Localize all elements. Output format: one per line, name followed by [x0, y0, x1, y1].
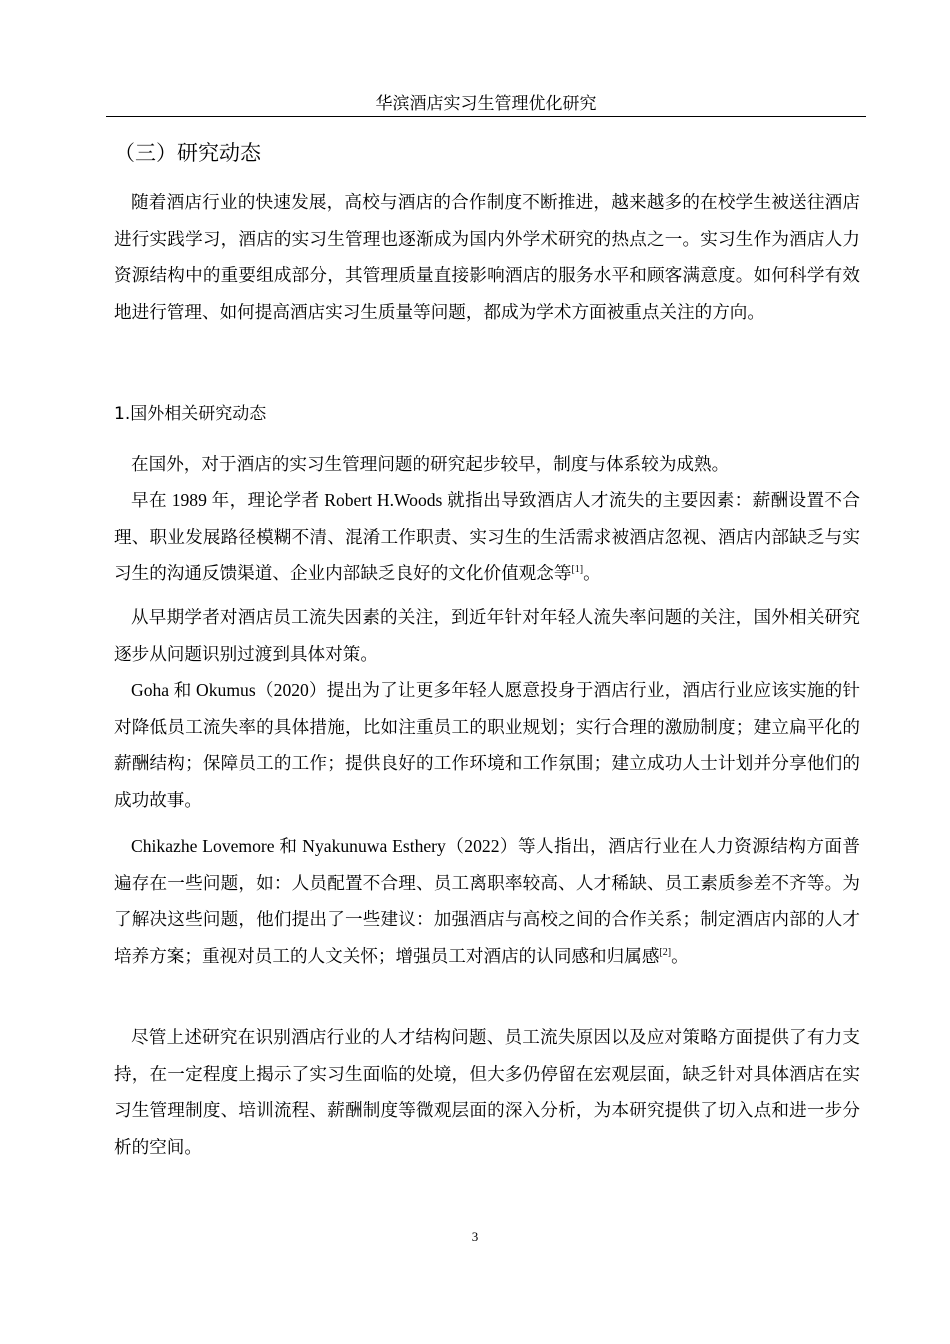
section-title: （三）研究动态: [114, 141, 261, 165]
page-number: 3: [471, 1229, 479, 1244]
paragraph-goha-okumus: Goha 和 Okumus（2020）提出为了让更多年轻人愿意投身于酒店行业，酒店行业应该实施的针对降低员工流失率的具体措施，比如注重员工的职业规划；实行合理的激励制度；建立扁平化的薪酬结构；保障员工的工作；提供良好的工作环境和工作氛围；建立成功人士计划并分享他们的成功故事。: [114, 680, 860, 810]
citation-marker: [2]: [659, 946, 672, 958]
running-header: 华滨酒店实习生管理优化研究: [106, 92, 866, 117]
paragraph-foreign-overview: 在国外，对于酒店的实习生管理问题的研究起步较早，制度与体系较为成熟。: [131, 454, 730, 474]
paragraph-transition: 从早期学者对酒店员工流失因素的关注，到近年针对年轻人流失率问题的关注，国外相关研究逐步从问题识别过渡到具体对策。: [114, 607, 860, 664]
paragraph-chikazhe: [114, 828, 860, 974]
paragraph-intro: 随着酒店行业的快速发展，高校与酒店的合作制度不断推进，越来越多的在校学生被送往酒店进行实践学习，酒店的实习生管理也逐渐成为国内外学术研究的热点之一。实习生作为酒店人力资源结构中的重要组成部分，其管理质量直接影响酒店的服务水平和顾客满意度。如何科学有效地进行管理、如何提高酒店实习生质量等问题，都成为学术方面被重点关注的方向。: [114, 192, 860, 322]
citation-marker: [1]: [571, 564, 584, 576]
subsection-title: 1.国外相关研究动态: [114, 404, 267, 424]
paragraph-end: 。: [671, 945, 689, 966]
paragraph-woods: [114, 482, 860, 592]
paragraph-end: 。: [583, 563, 601, 584]
paragraph-text: 早在 1989 年，理论学者 Robert H.Woods 就指出导致酒店人才流失的主要因素：薪酬设置不合理、职业发展路径模糊不清、混淆工作职责、实习生的生活需求被酒店忽视、酒店内部缺乏与实习生的沟通反馈渠道、企业内部缺乏良好的文化价值观念等: [114, 490, 860, 584]
paragraph-text: Chikazhe Lovemore 和 Nyakunuwa Esthery（2022）等人指出，酒店行业在人力资源结构方面普遍存在一些问题，如：人员配置不合理、员工离职率较高、人才稀缺、员工素质参差不齐等。为了解决这些问题，他们提出了一些建议：加强酒店与高校之间的合作关系；制定酒店内部的人才培养方案；重视对员工的人文关怀；增强员工对酒店的认同感和归属感: [114, 836, 860, 966]
paragraph-summary: 尽管上述研究在识别酒店行业的人才结构问题、员工流失原因以及应对策略方面提供了有力支持，在一定程度上揭示了实习生面临的处境，但大多仍停留在宏观层面，缺乏针对具体酒店在实习生管理制度、培训流程、薪酬制度等微观层面的深入分析，为本研究提供了切入点和进一步分析的空间。: [114, 1027, 860, 1157]
